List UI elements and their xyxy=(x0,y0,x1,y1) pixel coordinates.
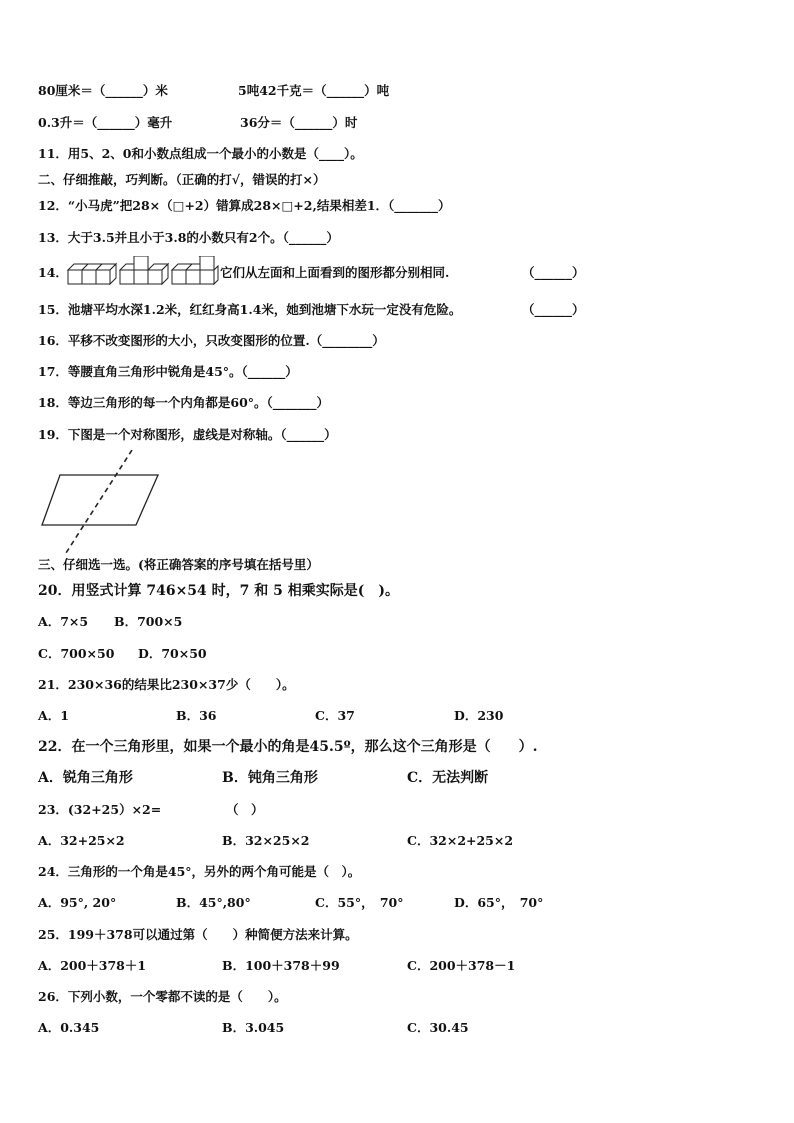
question-18: 18．等边三角形的每一个内角都是60°。（_______） xyxy=(38,395,330,410)
question-11: 11．用5、2、0和小数点组成一个最小的小数是（____）。 xyxy=(38,146,363,161)
option-c: C．32×2+25×2 xyxy=(407,833,514,848)
question-14-text: 它们从左面和上面看到的图形都分别相同. xyxy=(220,265,450,280)
question-16: 16．平移不改变图形的大小，只改变图形的位置.（________） xyxy=(38,333,385,348)
question-13: 13．大于3.5并且小于3.8的小数只有2个。（______） xyxy=(38,230,339,245)
option-d: D．230 xyxy=(454,708,504,723)
option-c: C．200＋378－1 xyxy=(407,958,516,973)
question-14-number: 14． xyxy=(38,265,68,280)
question-26: 26．下列小数，一个零都不读的是（ ）。 xyxy=(38,989,287,1004)
option-a: A．1 xyxy=(38,708,69,723)
question-24: 24．三角形的一个角是45°，另外的两个角可能是（ ）。 xyxy=(38,864,361,879)
section-2-heading: 二、仔细推敲，巧判断。（正确的打√，错误的打×） xyxy=(38,172,326,187)
option-b: B．3.045 xyxy=(222,1020,285,1035)
option-c: C．37 xyxy=(315,708,355,723)
question-21: 21．230×36的结果比230×37少（ ）。 xyxy=(38,677,295,692)
option-b: B．钝角三角形 xyxy=(222,770,318,786)
fill-item-ton-kg: 5吨42千克＝（______）吨 xyxy=(238,83,390,98)
question-19: 19．下图是一个对称图形，虚线是对称轴。（______） xyxy=(38,427,337,442)
question-17: 17．等腰直角三角形中锐角是45°。（______） xyxy=(38,364,298,379)
option-b: B．36 xyxy=(176,708,217,723)
option-c: C．55°， 70° xyxy=(315,895,404,910)
option-a: A．95°, 20° xyxy=(38,895,117,910)
question-25: 25．199＋378可以通过第（ ）种简便方法来计算。 xyxy=(38,927,358,942)
option-c: C．30.45 xyxy=(407,1020,469,1035)
option-d: D．70×50 xyxy=(138,646,207,661)
question-20: 20．用竖式计算 746×54 时，7 和 5 相乘实际是( )。 xyxy=(38,583,400,599)
option-a: A．0.345 xyxy=(38,1020,100,1035)
option-b: B．100＋378＋99 xyxy=(222,958,340,973)
fill-item-minute-hour: 36分＝（______）时 xyxy=(240,115,358,130)
fill-item-liter-ml: 0.3升＝（______）毫升 xyxy=(38,115,173,130)
option-c: C．700×50 xyxy=(38,646,115,661)
fill-item-cm-to-m: 80厘米＝（______）米 xyxy=(38,83,168,98)
question-15-text: 15．池塘平均水深1.2米，红红身高1.4米，她到池塘下水玩一定没有危险。 xyxy=(38,302,462,317)
option-c: C．无法判断 xyxy=(407,770,489,786)
parallelogram-with-dashed-axis-icon xyxy=(38,450,168,555)
cube-stacks-icon xyxy=(66,256,220,290)
option-a: A．200＋378＋1 xyxy=(38,958,147,973)
option-a: A．锐角三角形 xyxy=(38,770,133,786)
option-a: A．7×5 xyxy=(38,614,89,629)
question-14-blank: （______） xyxy=(522,265,585,280)
option-b: B．700×5 xyxy=(114,614,183,629)
option-b: B．45°,80° xyxy=(176,895,251,910)
question-12: 12．“小马虎”把28×（□+2）错算成28×□+2,结果相差1．（_______） xyxy=(38,198,451,213)
option-a: A．32+25×2 xyxy=(38,833,125,848)
question-23-stem: 23．(32+25）×2= xyxy=(38,802,162,817)
question-22: 22．在一个三角形里，如果一个最小的角是45.5º，那么这个三角形是（ ）. xyxy=(38,739,538,755)
section-3-heading: 三、仔细选一选。(将正确答案的序号填在括号里） xyxy=(38,557,319,572)
option-b: B．32×25×2 xyxy=(222,833,310,848)
question-23-paren: （ ） xyxy=(226,802,264,817)
question-15-blank: （______） xyxy=(522,302,585,317)
option-d: D．65°， 70° xyxy=(454,895,544,910)
